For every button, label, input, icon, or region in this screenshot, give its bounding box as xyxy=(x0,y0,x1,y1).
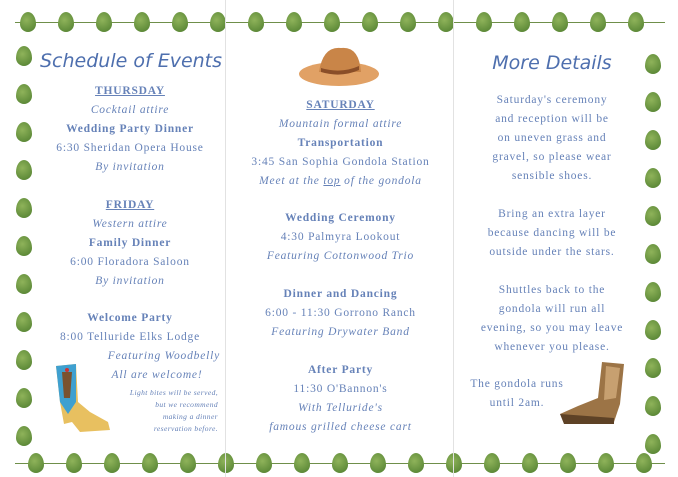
attire: Western attire xyxy=(92,218,168,230)
event-name: Transportation xyxy=(297,137,384,149)
note-emphasis: top xyxy=(323,175,341,187)
detail-text: Bring an extra layer xyxy=(498,208,606,220)
aspen-leaf-icon xyxy=(645,282,661,302)
aspen-leaf-icon xyxy=(16,46,32,66)
aspen-leaf-icon xyxy=(16,426,32,446)
day-heading: SATURDAY xyxy=(306,99,375,111)
note-text: of the gondola xyxy=(340,175,422,187)
event-name: Welcome Party xyxy=(87,312,173,324)
detail-text: gravel, so please wear xyxy=(492,151,612,163)
event-note: With Telluride's xyxy=(298,402,383,414)
panel-divider xyxy=(453,0,454,477)
detail-text: whenever you please. xyxy=(494,341,610,353)
day-heading: FRIDAY xyxy=(105,199,155,211)
event-name: Family Dinner xyxy=(88,237,172,249)
aspen-leaf-icon xyxy=(16,350,32,370)
detail-text: Saturday's ceremony xyxy=(496,94,608,106)
event-name: Wedding Ceremony xyxy=(285,212,396,224)
aspen-leaf-icon xyxy=(16,388,32,408)
aspen-leaf-icon xyxy=(16,122,32,142)
note-text: Meet at the xyxy=(259,175,324,187)
event-note: By invitation xyxy=(95,161,165,173)
detail-text: evening, so you may leave xyxy=(480,322,624,334)
aspen-leaf-icon xyxy=(16,198,32,218)
attire: Mountain formal attire xyxy=(278,118,403,130)
event-note: By invitation xyxy=(95,275,165,287)
event-name: Wedding Party Dinner xyxy=(66,123,194,135)
cowboy-boot-blue-image xyxy=(50,362,112,436)
aspen-leaf-icon xyxy=(16,312,32,332)
event-name: After Party xyxy=(307,364,374,376)
small-note: making a dinner xyxy=(162,412,218,421)
small-note: Light bites will be served, xyxy=(129,388,218,397)
event-details: 6:30 Sheridan Opera House xyxy=(56,142,204,154)
event-note: Featuring Drywater Band xyxy=(271,326,410,338)
event-note: Featuring Woodbelly xyxy=(107,350,220,362)
aspen-leaf-icon xyxy=(16,160,32,180)
aspen-leaf-icon xyxy=(20,12,36,32)
attire: Cocktail attire xyxy=(90,104,170,116)
schedule-title: Schedule of Events xyxy=(40,50,223,72)
event-note: Featuring Cottonwood Trio xyxy=(266,250,415,262)
detail-text: Shuttles back to the xyxy=(498,284,606,296)
event-details: 8:00 Telluride Elks Lodge xyxy=(59,331,201,343)
event-note xyxy=(228,174,453,188)
details-title: More Details xyxy=(492,52,612,74)
aspen-leaf-icon xyxy=(645,434,661,454)
small-note: but we recommend xyxy=(155,400,218,409)
detail-text: outside under the stars. xyxy=(489,246,615,258)
aspen-leaf-icon xyxy=(645,244,661,264)
detail-text: and reception will be xyxy=(495,113,609,125)
aspen-leaf-icon xyxy=(645,396,661,416)
detail-text: until 2am. xyxy=(489,397,545,409)
event-note: famous grilled cheese cart xyxy=(269,421,412,433)
aspen-leaf-icon xyxy=(645,320,661,340)
aspen-leaf-icon xyxy=(16,84,32,104)
event-details: 4:30 Palmyra Lookout xyxy=(280,231,401,243)
day-heading: THURSDAY xyxy=(95,85,165,97)
detail-text: sensible shoes. xyxy=(511,170,593,182)
aspen-leaf-icon xyxy=(645,358,661,378)
event-details: 3:45 San Sophia Gondola Station xyxy=(251,156,430,168)
detail-text: on uneven grass and xyxy=(497,132,607,144)
event-details: 11:30 O'Bannon's xyxy=(293,383,388,395)
event-name: Dinner and Dancing xyxy=(283,288,398,300)
event-details: 6:00 Floradora Saloon xyxy=(70,256,190,268)
event-note: All are welcome! xyxy=(111,369,203,381)
aspen-leaf-icon xyxy=(16,236,32,256)
saturday-panel xyxy=(228,0,453,477)
aspen-leaf-icon xyxy=(16,274,32,294)
event-details: 6:00 - 11:30 Gorrono Ranch xyxy=(265,307,416,319)
detail-text: The gondola runs xyxy=(470,378,564,390)
aspen-leaf-icon xyxy=(645,130,661,150)
panel-divider xyxy=(225,0,226,477)
aspen-leaf-icon xyxy=(645,54,661,74)
small-note: reservation before. xyxy=(153,424,218,433)
cowboy-boot-brown-image xyxy=(558,358,630,430)
aspen-leaf-icon xyxy=(645,206,661,226)
detail-text: gondola will run all xyxy=(498,303,606,315)
detail-text: because dancing will be xyxy=(487,227,617,239)
aspen-leaf-icon xyxy=(645,92,661,112)
aspen-leaf-icon xyxy=(645,168,661,188)
